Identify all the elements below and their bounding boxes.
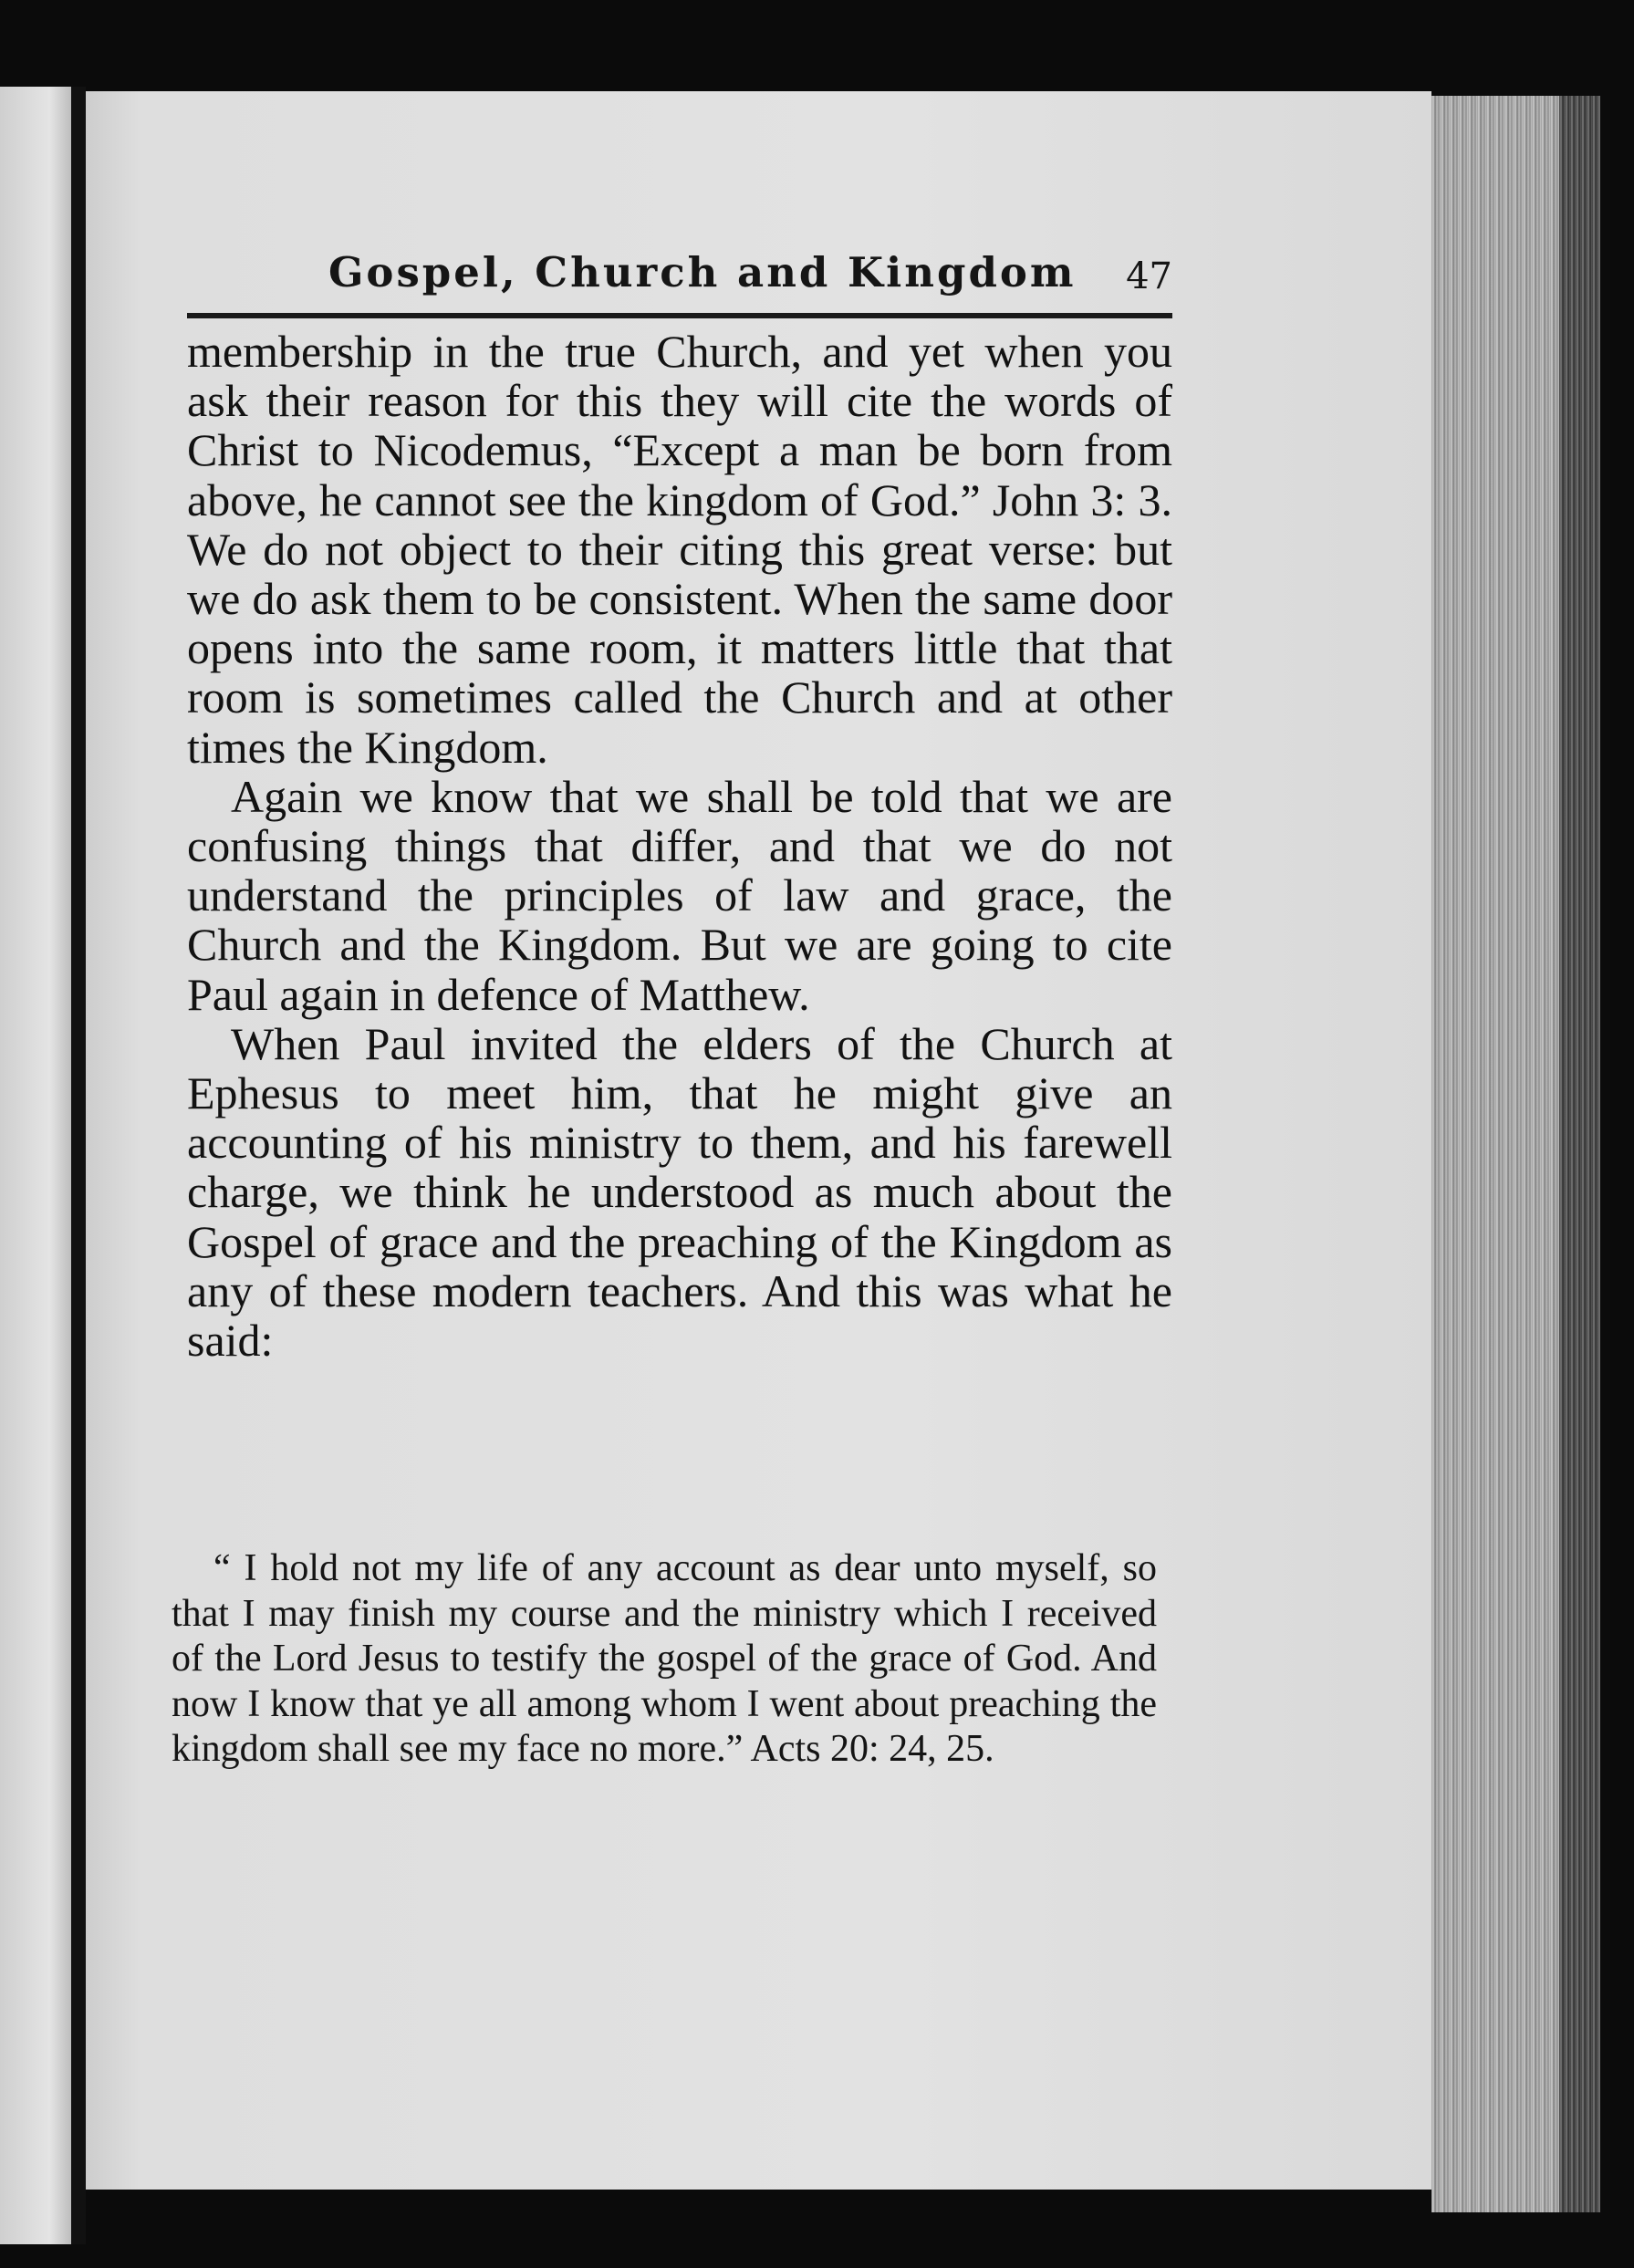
page-edges	[1431, 96, 1559, 2212]
block-quote: “ I hold not my life of any account as dear unto myself, so that I may finish my course and the ministry which I received of the Lord Jesus to testify the gospel of the grace of God. And now I know that ye all among whom I went about preaching the kingdom shall see my face no more.” Acts 20: 24, 25.	[172, 1547, 1157, 1770]
header-rule	[187, 313, 1172, 318]
body-text	[187, 327, 1172, 1365]
paragraph-3: When Paul invited the elders of the Church at Ephesus to meet him, that he might give an accounting of his ministry to them, and his farewell charge, we think he understood as much about the Gospel of grace and the preaching of the Kingdom as any of these modern teachers. And this was what he said:	[187, 1017, 1172, 1367]
paragraph-1: membership in the true Church, and yet when you ask their reason for this they will cite the words of Christ to Nicodemus, “Except a man be born from above, he cannot see the kingdom of God.” John 3: 3. We do not object to their citing this great verse: but we do ask them to be consistent. When the same door opens into the same room, it matters little that that room is sometimes called the Church and at other times the Kingdom.	[187, 326, 1172, 773]
left-page-edge	[0, 87, 71, 2244]
page-number: 47	[1126, 255, 1172, 297]
book-spine	[71, 87, 86, 2244]
page-header	[187, 248, 1172, 312]
running-title: Gospel, Church and Kingdom	[328, 248, 1077, 297]
page-edges-shadow	[1559, 96, 1600, 2212]
paragraph-2: Again we know that we shall be told that we are confusing things that differ, and that we do not understand the principles of law and grace, the Church and the Kingdom. But we are going to cite Paul again in defence of Matthew.	[187, 770, 1172, 1020]
